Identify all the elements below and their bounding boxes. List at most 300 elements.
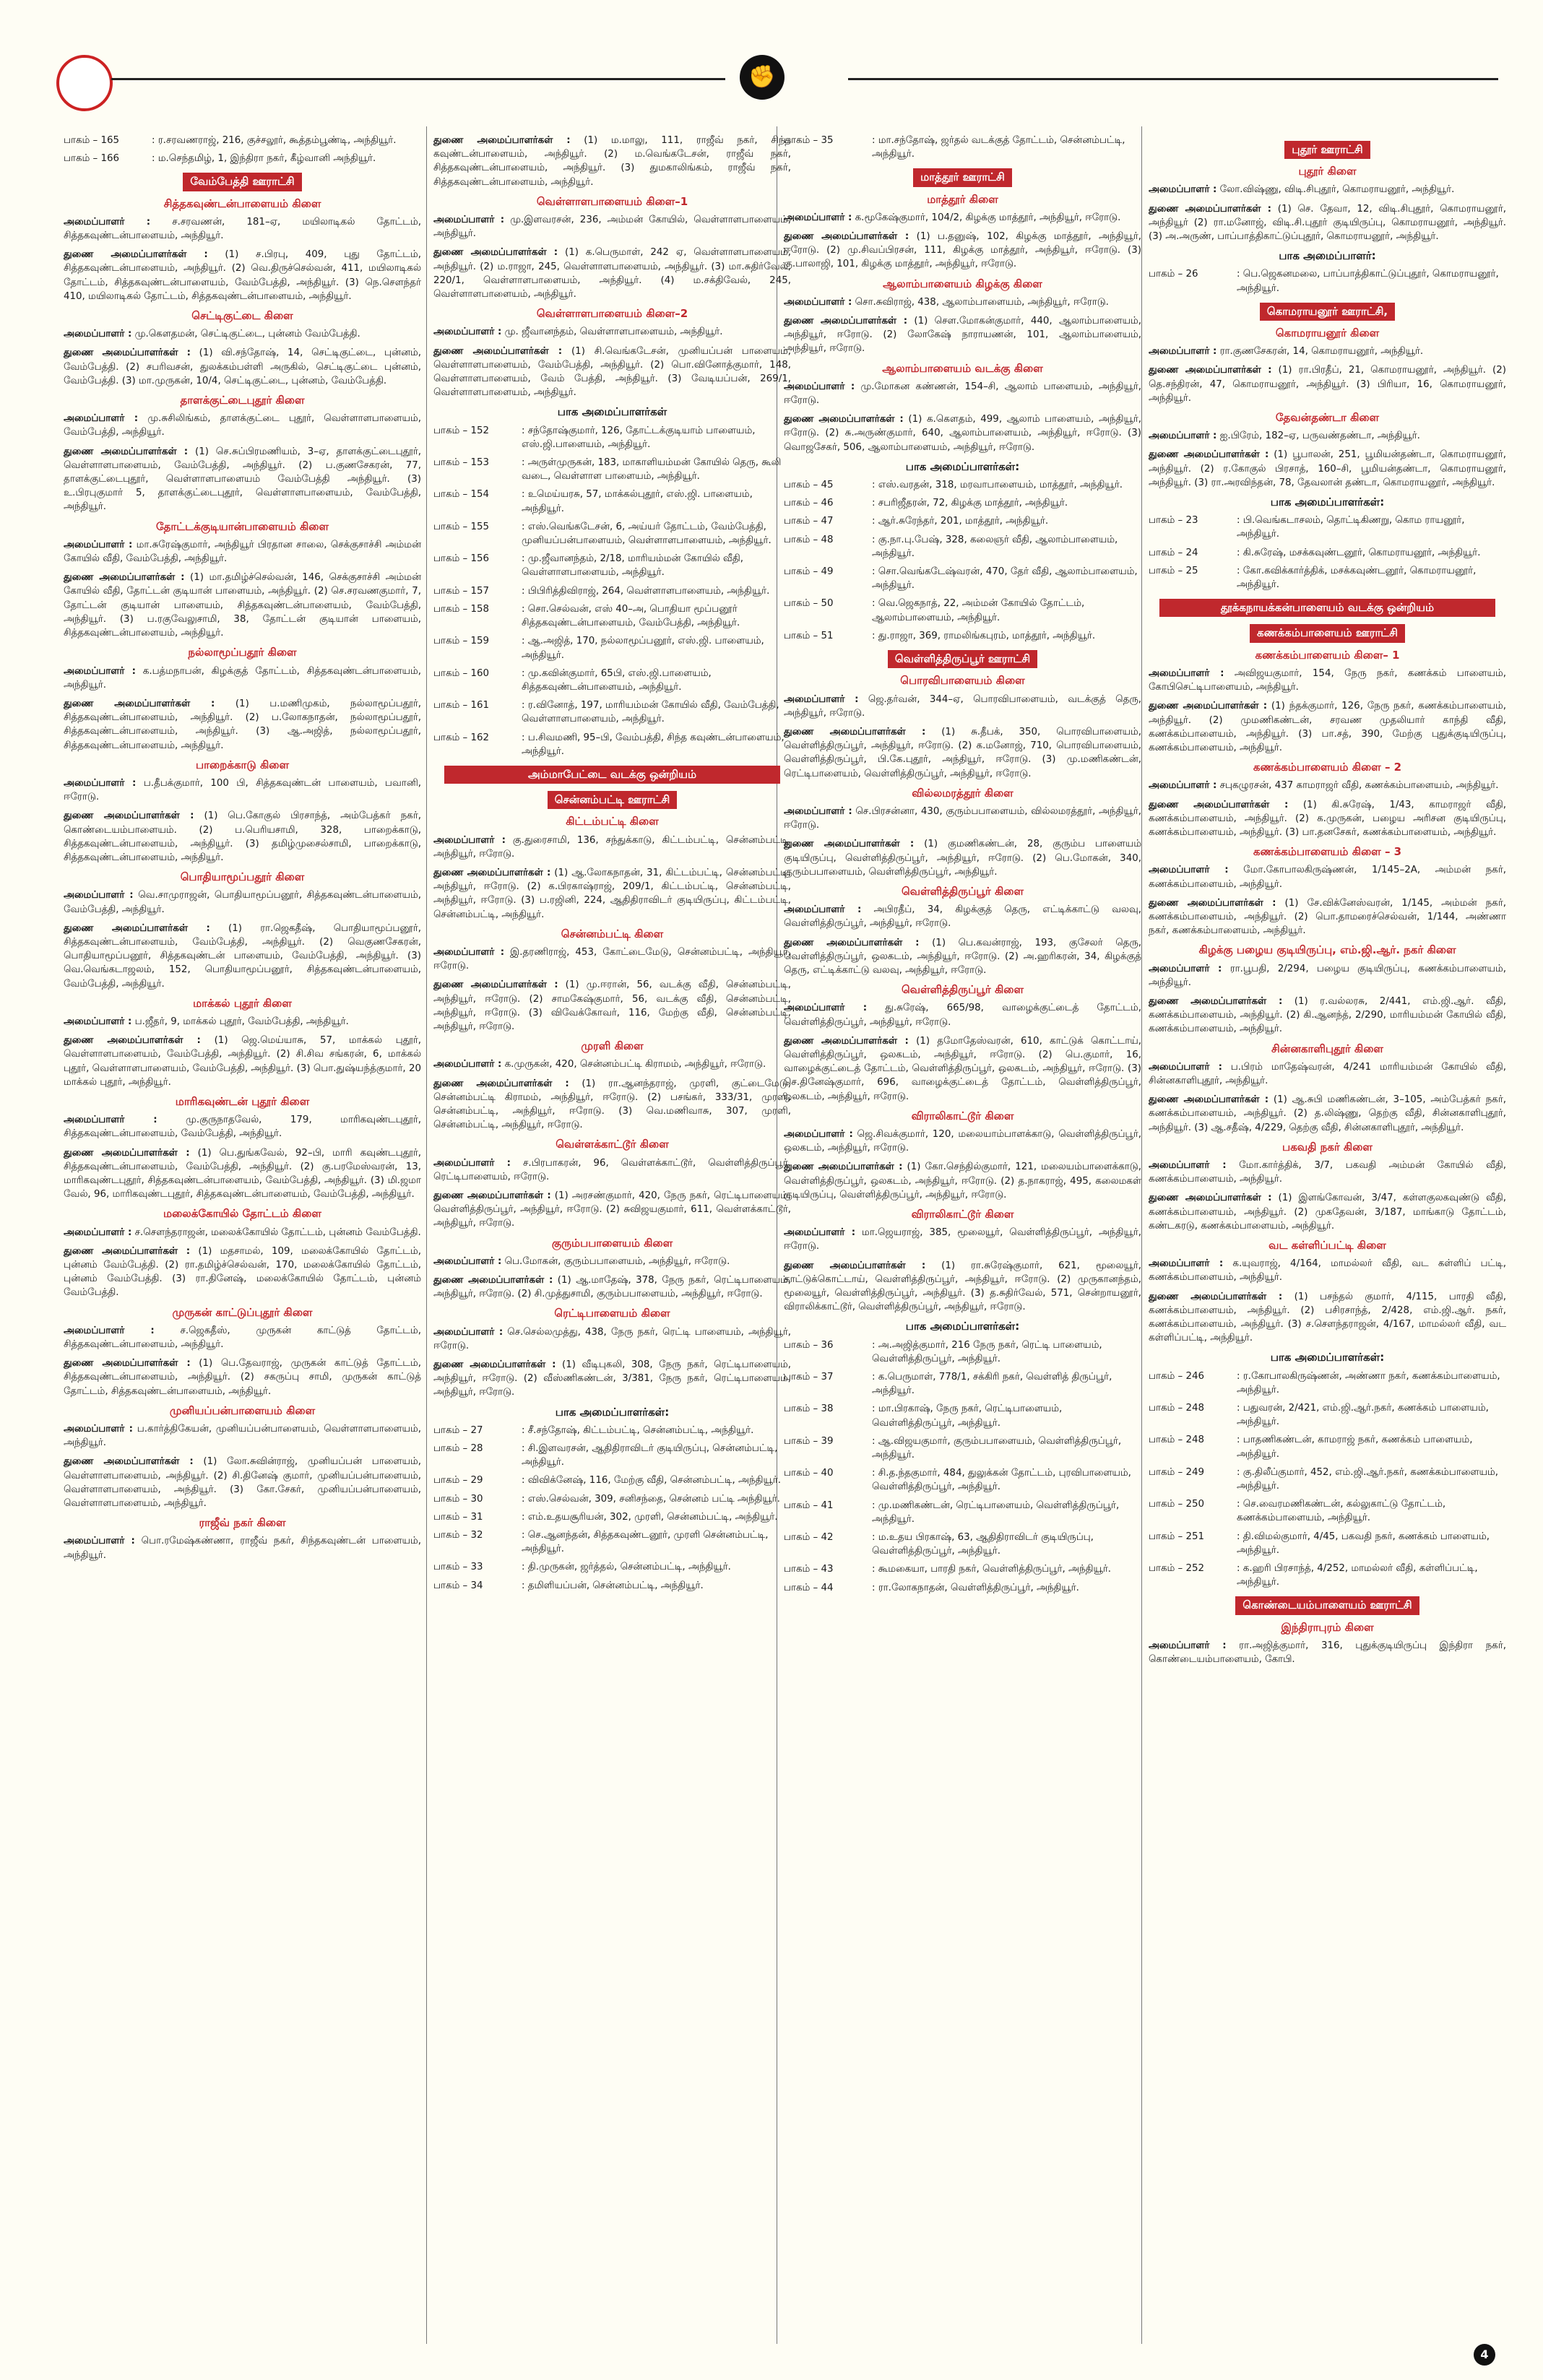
- booth-detail: : ஆ.அஜித், 170, நல்லாமூப்பனூர், எஸ்.ஜி. பாளையம், அந்தியூர்.: [522, 636, 764, 661]
- booth-detail: : செ.ஆனந்தன், சித்தகவுண்டனூர், முரளி சென்னம்பட்டி, அந்தியூர்.: [522, 1530, 769, 1555]
- booth-label: பாகம் – 37: [784, 1372, 834, 1383]
- role-label: அமைப்பாளர் :: [64, 665, 136, 677]
- member-detail: ச.சரவணன், 181–ஏ, மயிலாடிகல் தோட்டம், சித்தகவுண்டன்பாளையம், அந்தியூர்.: [64, 216, 421, 242]
- member-entry: [433, 1273, 791, 1301]
- branch-heading: சின்னகாளிபுதூர் கிளை: [1271, 1042, 1383, 1055]
- booth-detail: : வெ.ஜெகநாத், 22, அம்மன் கோயில் தோட்டம், ஆலாம்பாளையம், அந்தியூர்.: [872, 598, 1085, 623]
- member-entry: [64, 1113, 421, 1141]
- booth-entry: [1149, 514, 1506, 541]
- member-entry: [64, 1034, 421, 1089]
- role-label: துணை அமைப்பாளர்கள் :: [1149, 995, 1283, 1007]
- role-label: துணை அமைப்பாளர்கள் :: [784, 726, 926, 737]
- role-label: துணை அமைப்பாளர்கள் :: [784, 1035, 909, 1047]
- booth-detail: : தி.முருகன், ஜர்த்தல், சென்னம்பட்டி, அந்தியூர்.: [522, 1562, 731, 1573]
- branch-heading: தாளக்குட்டைபுதூர் கிளை: [180, 394, 305, 407]
- booth-detail: : ம.உதய பிரகாஷ், 63, ஆதிதிராவிடர் குடியிருப்பு, வெள்ளித்திருப்பூர், அந்தியூர்.: [872, 1532, 1094, 1557]
- branch-heading: முனியப்பன்பாளையம் கிளை: [169, 1403, 316, 1417]
- member-detail: (1) வீடிபுகலி, 308, நேரு நகர், ரெட்டிபாளையம், அந்தியூர், ஈரோடு. (2) வீஸ்ணிகண்டன், 3/381, நேரு நகர், ரெட்டிபாளையம், அந்தியூர், ஈரோடு.: [433, 1359, 791, 1398]
- role-label: அமைப்பாளர் :: [64, 890, 134, 901]
- member-entry: [784, 725, 1141, 781]
- role-label: அமைப்பாளர் :: [1149, 667, 1224, 679]
- member-entry: [433, 1057, 791, 1071]
- page-header: [46, 45, 1497, 117]
- booth-label: பாகம் – 248: [1149, 1435, 1205, 1446]
- role-label: துணை அமைப்பாளர்கள் :: [784, 937, 920, 948]
- member-entry: [784, 380, 1141, 407]
- booth-entry: [784, 134, 1141, 161]
- column-3: [784, 134, 1141, 2337]
- role-label: அமைப்பாளர் :: [64, 777, 137, 789]
- member-detail: (1) ர.வல்லரசு, 2/441, எம்.ஜி.ஆர். வீதி, கணக்கம்பாளையம், அந்தியூர். (2) கி.ஆனந்த், 2/290, மாரியம்மன் கோயில் வீதி, கணக்கம்பாளையம், அந்தியூர்.: [1149, 995, 1506, 1035]
- booth-entry: [784, 496, 1141, 510]
- branch-heading: நல்லாமூப்பதூர் கிளை: [188, 646, 297, 659]
- booth-entry: [433, 456, 791, 483]
- role-label: துணை அமைப்பாளர்கள் :: [64, 1358, 191, 1369]
- member-detail: சொ.சுவிராஜ், 438, ஆலாம்பாளையம், அந்தியூர், ஈரோடு.: [852, 296, 1109, 308]
- booth-entry: [784, 629, 1141, 643]
- booth-entry: [784, 1370, 1141, 1398]
- branch-heading: சித்தகவுண்டன்பாளையம் கிளை: [163, 196, 321, 210]
- member-detail: (1) சு.தீபக், 350, பொரவிபாளையம், வெள்ளித்திருப்பூர், அந்தியூர், ஈரோடு. (2) க.மனோஜ், 710, பொரவிபாளையம், வெள்ளித்திருப்பூர், பி.கே.புதூர், அந்தியூர், ஈரோடு. (3) மு.மணிகண்டன், ரெட்டிபாளையம், வெள்ளித்திருப்பூர், அந்தியூர், ஈரோடு.: [784, 726, 1141, 779]
- member-entry: [1149, 1060, 1506, 1088]
- booth-detail: : கு.நா.பு.பேஷ், 328, கலைஞர் வீதி, ஆலாம்பாளையம், அந்தியூர்.: [872, 534, 1118, 559]
- role-label: துணை அமைப்பாளர்கள் :: [64, 1147, 190, 1159]
- booth-detail: : சி.இளவரசன், ஆதிதிராவிடர் குடியிருப்பு, சென்னம்பட்டி, அந்தியூர்.: [522, 1443, 778, 1468]
- column-divider: [1141, 126, 1142, 2344]
- booth-label: பாகம் – 41: [784, 1500, 834, 1511]
- member-detail: ஜெ.சிவக்குமார், 120, மலையாம்பாளக்காடு, வெள்ளித்திருப்பூர், ஒலகடம், அந்தியூர், ஈரோடு.: [784, 1128, 1141, 1154]
- booth-label: பாகம் – 251: [1149, 1531, 1205, 1542]
- branch-heading: தேவன்தண்டா கிளை: [1275, 411, 1380, 425]
- booth-label: பாகம் – 155: [433, 521, 490, 532]
- member-entry: [64, 922, 421, 991]
- member-entry: [64, 1356, 421, 1398]
- booth-entry: [433, 1424, 791, 1437]
- role-label: அமைப்பாளர் :: [64, 1016, 132, 1027]
- role-label: துணை அமைப்பாளர்கள் :: [784, 1161, 903, 1173]
- member-entry: [64, 445, 421, 514]
- booth-entry: [784, 1531, 1141, 1558]
- member-detail: பொ.ரமேஷ்கண்ணா, ராஜீவ் நகர், சிந்தகவுண்டன் பாளையம், அந்தியூர்.: [64, 1536, 421, 1561]
- booth-detail: : ம.செந்தமிழ், 1, இந்திரா நகர், கீழ்வானி அந்தியூர்.: [152, 153, 376, 165]
- member-detail: (1) ஆ.மாதேஷ், 378, நேரு நகர், ரெட்டிபாளையம், அந்தியூர், ஈரோடு. (2) சி.முத்துசாமி, குரும்பபாளையம், அந்தியூர், ஈரோடு.: [433, 1275, 791, 1300]
- booth-detail: : கி.சுரேஷ், மசக்கவுண்டனூர், கொமராயனூர், அந்தியூர்.: [1237, 547, 1481, 558]
- role-label: அமைப்பாளர் :: [64, 1226, 132, 1238]
- branch-heading: ஆலாம்பாளையம் வடக்கு கிளை: [882, 361, 1043, 375]
- booth-detail: : ஆர்.சுரேந்தர், 201, மாத்தூர், அந்தியூர்.: [872, 516, 1049, 527]
- booth-label: பாகம் – 160: [433, 667, 490, 679]
- booth-detail: : கூமகையா, பாரதி நகர், வெள்ளித்திருப்பூர், அந்தியூர்.: [872, 1564, 1111, 1575]
- booth-detail: : விவிக்னேஷ், 116, மேற்கு வீதி, சென்னம்பட்டி, அந்தியூர்.: [522, 1475, 781, 1487]
- role-label: அமைப்பாளர் :: [784, 904, 862, 916]
- booth-label: பாகம் – 162: [433, 732, 490, 743]
- booth-detail: : எஸ்.செல்வன், 309, சனிசந்தை, சென்னம் பட்டி அந்தியூர்.: [522, 1493, 780, 1505]
- section-banner: புதூர் ஊராட்சி: [1284, 141, 1370, 159]
- branch-heading: கணக்கம்பாளையம் கிளை– 1: [1255, 648, 1400, 662]
- member-entry: [784, 1128, 1141, 1155]
- member-detail: இ.தரணிராஜ், 453, கோட்டைமேடு, சென்னம்பட்டி, அந்தியூர், ஈரோடு.: [433, 946, 791, 972]
- member-entry: [64, 1015, 421, 1029]
- member-detail: சபுகழுரசன், 437 காமராஜர் வீதி, கணக்கம்பாளையம், அந்தியூர்.: [1216, 780, 1499, 792]
- member-entry: [784, 1001, 1141, 1029]
- booth-entry: [433, 1560, 791, 1574]
- booth-entry: [784, 478, 1141, 492]
- member-entry: [433, 345, 791, 400]
- subsection-heading: பாக அமைப்பாளர்:: [1279, 249, 1376, 263]
- booth-label: பாகம் – 25: [1149, 565, 1198, 576]
- booth-detail: : எஸ்.வெங்கடேசன், 6, அய்யர் தோட்டம், வேம்பேத்தி, முனியப்பன்பாளையம், வெள்ளாளபாளையம், அந்தியூர்.: [522, 521, 772, 547]
- booth-label: பாகம் – 43: [784, 1564, 834, 1575]
- booth-label: பாகம் – 33: [433, 1562, 483, 1573]
- booth-detail: : ஆ.விஜயகுமார், குரும்பபாளையம், வெள்ளித்திருப்பூர், அந்தியூர்.: [872, 1435, 1122, 1461]
- member-detail: (1) க.பெருமாள், 242 ஏ, வெள்ளாளபாளையம், அந்தியூர். (2) ம.ராஜா, 245, வெள்ளாளபாளையம், அந்தியூர். (3) மா.சுதிர்வேல், 220/1, வெள்ளாளபாளையம், அந்தியூர். (4) ம.சக்திவேல், 245, வெள்ளாளபாளையம், அந்தியூர்.: [433, 247, 791, 300]
- booth-detail: : மு.கவின்குமார், 65பி, எஸ்.ஜி.பாளையம், சித்தகவுண்டன்பாளையம், அந்தியூர்.: [522, 667, 712, 693]
- booth-detail: : மா.பிரகாஷ், நேரு நகர், ரெட்டிபாளையம், வெள்ளித்திருப்பூர், அந்தியூர்.: [872, 1403, 1063, 1429]
- booth-entry: [433, 1579, 791, 1593]
- booth-label: பாகம் – 248: [1149, 1403, 1205, 1414]
- member-detail: (1) ப.மணிமுகம், நல்லாமூப்பதூர், சித்தகவுண்டன்பாளையம், அந்தியூர். (2) ப.லோகநாதன், நல்லாமூப்பதூர், சித்தகவுண்டன்பாளையம், அந்தியூர். (3) ஆ.அஜித், நல்லாமூப்பதூர், சித்தகவுண்டன்பாளையம், அந்தியூர்.: [64, 698, 421, 751]
- member-entry: [433, 945, 791, 973]
- booth-entry: [1149, 1497, 1506, 1525]
- member-entry: [433, 134, 791, 189]
- header-rule-right: [848, 78, 1498, 80]
- role-label: அமைப்பாளர் :: [433, 215, 505, 226]
- member-entry: [784, 295, 1141, 309]
- booth-entry: [784, 565, 1141, 592]
- member-detail: க.மூகேஷ்குமார், 104/2, கிழக்கு மாத்தூர், அந்தியூர், ஈரோடு.: [852, 212, 1121, 223]
- member-detail: (1) அரசண்குமார், 420, நேரு நகர், ரெட்டிபாளையம், வெள்ளித்திருப்பூர், அந்தியூர், ஈரோடு. (2) சுவிஜயகுமார், 611, வெள்ளக்காட்டூர், அந்தியூர், ஈரோடு.: [433, 1190, 791, 1229]
- booth-entry: [64, 152, 421, 165]
- branch-heading: மாரிகவுண்டன் புதூர் கிளை: [175, 1094, 310, 1108]
- booth-entry: [433, 698, 791, 726]
- member-detail: (1) பசந்தல் குமார், 4/115, பாரதி வீதி, கணக்கம்பாளையம், அந்தியூர். (2) பசிரசாந்த், 2/428, எம்.ஜி.ஆர். நகர், கணக்கம்பாளையம், அந்தியூர். (3) ச.சௌந்தராஜன், 4/167, மாமல்லர் வீதி, வட கள்ளிப்பட்டி, அந்தியூர்.: [1149, 1291, 1506, 1344]
- member-detail: (1) கி.சுரேஷ், 1/43, காமராஜர் வீதி, கணக்கம்பாளையம், அந்தியூர். (2) க.முருகன், பழைய அரிசன குடியிருப்பு, கணக்கம்பாளையம், அந்தியூர். (3) பா.தனசேகர், கணக்கம்பாளையம், அந்தியூர்.: [1149, 799, 1506, 838]
- role-label: துணை அமைப்பாளர்கள் :: [433, 979, 558, 991]
- role-label: அமைப்பாளர் :: [433, 1059, 502, 1070]
- booth-detail: : தி.விமல்குமார், 4/45, பகவதி நகர், கணக்கம் பாளையம், அந்தியூர்.: [1237, 1531, 1490, 1556]
- booth-entry: [433, 520, 791, 548]
- booth-detail: : சொ.வெங்கடேஷ்வரன், 470, தேர் வீதி, ஆலாம்பாளையம், அந்தியூர்.: [872, 566, 1138, 592]
- role-label: அமைப்பாளர் :: [1149, 1159, 1227, 1171]
- booth-label: பாகம் – 38: [784, 1403, 834, 1415]
- booth-detail: : பதுவரன், 2/421, எம்.ஜி.ஆர்.நகர், கணக்கம் பாளையம், அந்தியூர்.: [1237, 1403, 1489, 1428]
- booth-label: பாகம் – 152: [433, 425, 490, 436]
- booth-detail: : க.பெருமாள், 778/1, சக்கிரி நகர், வெள்ளித் திருப்பூர், அந்தியூர்.: [872, 1372, 1112, 1397]
- booth-entry: [784, 1338, 1141, 1366]
- booth-detail: : து.ராஜா, 369, ராமலிங்கபுரம், மாத்தூர், அந்தியூர்.: [872, 630, 1096, 641]
- branch-heading: கணக்கம்பாளையம் கிளை – 3: [1253, 845, 1402, 859]
- member-detail: (1) கோ.செந்தில்குமார், 121, மலையம்பாளைக்காடு, வெள்ளித்திருப்பூர், ஒலகடம், அந்தியூர், ஈரோடு. (2) த.நாகராஜ், 495, கலைமகள் குடியிருப்பு, வெள்ளித்திருப்பூர், அந்தியூர், ஈரோடு.: [784, 1161, 1141, 1200]
- branch-heading: கணக்கம்பாளையம் கிளை – 2: [1253, 761, 1402, 774]
- booth-label: பாகம் – 45: [784, 480, 834, 491]
- booth-detail: : சொ.செல்வன், எஸ் 40–அ, பொதியா மூப்பனூர் சித்தகவுண்டன்பாளையம், வேம்பேத்தி, அந்தியூர்.: [522, 603, 740, 629]
- booth-label: பாகம் – 27: [433, 1424, 483, 1436]
- member-entry: [64, 888, 421, 916]
- booth-detail: : க.ஹரி பிரசாந்த், 4/252, மாமல்லர் வீதி, கள்ளிப்பட்டி, அந்தியூர்.: [1237, 1563, 1478, 1588]
- member-detail: ப.பிரம் மாதேஷ்வரன், 4/241 மாரியம்மன் கோயில் வீதி, சின்னகாளிபுதூர், அந்தியூர்.: [1149, 1061, 1506, 1086]
- role-label: அமைப்பாளர் :: [1149, 1258, 1224, 1270]
- branch-heading: கிட்டம்பட்டி கிளை: [566, 815, 659, 828]
- member-detail: மு.சுசிலிங்கம், தாளக்குட்டை புதூர், வெள்ளாளபாளையம், வேம்பேத்தி, அந்தியூர்.: [64, 413, 421, 438]
- booth-detail: : பெ.ஜெகனமலை, பாப்பாத்திகாட்டுப்புதூர், கொமராயனூர், அந்தியூர்.: [1237, 269, 1499, 294]
- booth-detail: : எம்.உதயசூரியன், 302, முரளி, சென்னம்பட்டி, அந்தியூர்.: [522, 1511, 778, 1523]
- member-detail: வெ.சாமுராஜன், பொதியாமூப்பனூர், சித்தகவுண்டன்பாளையம், வேம்பேத்தி, அந்தியூர்.: [64, 890, 421, 915]
- column-divider: [426, 126, 427, 2344]
- subsection-heading: பாக அமைப்பாளர்கள்:: [1270, 1351, 1385, 1364]
- booth-label: பாகம் – 158: [433, 603, 490, 615]
- member-detail: ஜெ.தர்வன், 344–ஏ, பொரவிபாளையம், வடக்குத் தெரு, அந்தியூர், ஈரோடு.: [784, 693, 1141, 719]
- member-detail: ப.தீபக்குமார், 100 பி, சித்தகவுண்டன் பாளையம், பவானி, ஈரோடு.: [64, 777, 421, 803]
- booth-entry: [1149, 1466, 1506, 1493]
- role-label: அமைப்பாளர் :: [784, 693, 859, 705]
- booth-entry: [1149, 546, 1506, 560]
- subsection-heading: பாக அமைப்பாளர்கள்: [557, 405, 667, 419]
- member-entry: [784, 1259, 1141, 1315]
- member-entry: [433, 1255, 791, 1268]
- booth-detail: : அ.அஜித்குமார், 216 நேரு நகர், ரெட்டி பாளையம், வெள்ளித்திருப்பூர், அந்தியூர்.: [872, 1339, 1102, 1364]
- role-label: துணை அமைப்பாளர்கள் :: [1149, 1193, 1272, 1204]
- role-label: அமைப்பாளர் :: [64, 1536, 135, 1547]
- booth-entry: [433, 731, 791, 758]
- booth-label: பாகம் – 48: [784, 534, 834, 545]
- party-logo-icon: ✊: [740, 55, 785, 100]
- role-label: துணை அமைப்பாளர்கள் :: [784, 316, 908, 327]
- member-detail: (1) சி.வெங்கடேசன், முனியப்பன் பாளையம், வெள்ளாளபாளையம், வேம்பேத்தி, அந்தியூர். (2) பொ.வினோத்குமார், 148, வெள்ளாளபாளையம், வேம் பேத்தி, அந்தியூர். (3) வேடியப்பன், 269/1, வெள்ளாளபாளையம், அந்தியூர்.: [433, 345, 791, 399]
- role-label: அமைப்பாளர் :: [1149, 780, 1217, 792]
- booth-detail: : எஸ்.வரதன், 318, மரவாபாளையம், மாத்தூர், அந்தியூர்.: [872, 480, 1123, 491]
- member-entry: [784, 693, 1141, 720]
- role-label: அமைப்பாளர் :: [1149, 184, 1217, 196]
- column-1: [64, 134, 421, 2337]
- booth-label: பாகம் – 156: [433, 553, 490, 565]
- member-entry: [1149, 1159, 1506, 1186]
- branch-heading: ராஜீவ் நகர் கிளை: [199, 1516, 286, 1530]
- branch-heading: முரளி கிளை: [581, 1039, 644, 1053]
- member-detail: (1) சௌ.மோகன்குமார், 440, ஆலாம்பாளையம், அந்தியூர், ஈரோடு. (2) லோகேஷ் நாராயணன், 101, ஆலாம்பாளையம், அந்தியூர், ஈரோடு.: [784, 316, 1141, 355]
- role-label: அமைப்பாளர் :: [1149, 963, 1222, 974]
- member-detail: க.யுவராஜ், 4/164, மாமல்லர் வீதி, வட கள்ளிப் பட்டி, கணக்கம்பாளையம், அந்தியூர்.: [1149, 1258, 1506, 1284]
- role-label: அமைப்பாளர் :: [784, 296, 852, 308]
- member-entry: [1149, 363, 1506, 405]
- branch-heading: ஆலாம்பாளையம் கிழக்கு கிளை: [883, 277, 1042, 290]
- member-entry: [64, 215, 421, 243]
- branch-heading: தோட்டக்குடியான்பாளையம் கிளை: [155, 519, 329, 533]
- booth-label: பாகம் – 31: [433, 1511, 483, 1523]
- member-detail: மு.கௌதமன், செட்டிகுட்டை, புன்னம் வேம்பேத்தி.: [131, 329, 360, 340]
- member-detail: மோ.கார்த்திக், 3/7, பகவதி அம்மன் கோயில் வீதி, கணக்கம்பாளையம், அந்தியூர்.: [1149, 1159, 1506, 1185]
- booth-label: பாகம் – 49: [784, 566, 834, 578]
- member-detail: ரா.அஜித்குமார், 316, புதுக்குடியிருப்பு இந்திரா நகர், கொண்டையம்பாளையம், கோபி.: [1149, 1640, 1506, 1666]
- member-detail: ப.ஜீதர், 9, மாக்கல் புதூர், வேம்பேத்தி, அந்தியூர்.: [131, 1016, 349, 1027]
- member-detail: ச.ஜெகதீஸ், முருகன் காட்டுத் தோட்டம், சித்தகவுண்டன்பாளையம், அந்தியூர்.: [64, 1325, 421, 1351]
- booth-label: பாகம் – 26: [1149, 269, 1198, 280]
- member-entry: [1149, 429, 1506, 443]
- member-entry: [64, 1324, 421, 1351]
- section-banner: அம்மாபேட்டை வடக்கு ஒன்றியம்: [444, 766, 781, 784]
- booth-detail: : தமிளியப்பன், சென்னம்பட்டி, அந்தியூர்.: [522, 1580, 704, 1591]
- member-detail: செ.பிரசன்னா, 430, குரும்பபாளையம், வில்லமரத்தூர், அந்தியூர், ஈரோடு.: [784, 805, 1141, 831]
- branch-heading: இந்திராபுரம் கிளை: [1281, 1620, 1374, 1634]
- member-detail: மு.மோகன கண்ணன், 154–சி, ஆலாம் பாளையம், அந்தியூர், ஈரோடு.: [784, 381, 1141, 407]
- role-label: துணை அமைப்பாளர்கள் :: [1149, 449, 1269, 461]
- member-entry: [1149, 667, 1506, 694]
- role-label: அமைப்பாளர் :: [1149, 865, 1229, 876]
- role-label: துணை அமைப்பாளர்கள் :: [433, 1190, 551, 1201]
- role-label: துணை அமைப்பாளர்கள் :: [433, 345, 563, 357]
- booth-detail: : மா.சந்தோஷ், ஜர்தல் வடக்குத் தோட்டம், சென்னம்பட்டி, அந்தியூர்.: [872, 135, 1125, 160]
- booth-entry: [784, 1562, 1141, 1576]
- member-detail: (1) குமணிகண்டன், 28, குரும்ப பாளையம் குடியிருப்பு, வெள்ளித்திருப்பூர், அந்தியூர், ஈரோடு. (2) பெ.மோகன், 340, குரும்பபாளையம், வெள்ளித்திருப்பூர், அந்தியூர்.: [784, 839, 1141, 878]
- booth-detail: : ர.சரவணராஜ், 216, குச்சலூர், கூத்தம்பூண்டி, அந்தியூர்.: [152, 135, 397, 146]
- member-entry: [1149, 1290, 1506, 1346]
- booth-detail: : ர.வினோத், 197, மாரியம்மன் கோயில் வீதி, வேம்பேத்தி, வெள்ளாளபாளையம், அந்தியூர்.: [522, 700, 779, 725]
- booth-label: பாகம் – 249: [1149, 1466, 1205, 1478]
- booth-entry: [784, 1402, 1141, 1429]
- member-detail: மு.குருநாதவேல், 179, மாரிகவுண்டபுதூர், சித்தகவுண்டன்பாளையம், வேம்பேத்தி, அந்தியூர்.: [64, 1115, 421, 1140]
- booth-detail: : ப.சிவமணி, 95–பி, வேம்பத்தி, சிந்த கவுண்டன்பாளையம், அந்தியூர்.: [522, 732, 785, 757]
- role-label: அமைப்பாளர் :: [1149, 1640, 1227, 1651]
- role-label: அமைப்பாளர் :: [64, 329, 132, 340]
- member-detail: ரா.பூபதி, 2/294, பழைய குடியிருப்பு, கணக்கம்பாளையம், அந்தியூர்.: [1149, 963, 1506, 988]
- member-detail: க.பத்மநாபன், கிழக்குத் தோட்டம், சித்தகவுண்டன்பாளையம், அந்தியூர்.: [64, 665, 421, 691]
- booth-entry: [433, 1492, 791, 1506]
- member-entry: [64, 1534, 421, 1562]
- booth-entry: [433, 634, 791, 662]
- member-entry: [433, 325, 791, 339]
- member-entry: [433, 978, 791, 1034]
- section-banner: கொண்டையம்பாளையம் ஊராட்சி: [1235, 1596, 1419, 1614]
- member-entry: [64, 248, 421, 303]
- role-label: துணை அமைப்பாளர்கள் :: [64, 810, 194, 822]
- booth-label: பாகம் – 154: [433, 489, 490, 501]
- booth-entry: [784, 1435, 1141, 1462]
- booth-entry: [1149, 564, 1506, 592]
- role-label: துணை அமைப்பாளர்கள் :: [433, 867, 551, 878]
- member-entry: [64, 776, 421, 804]
- section-banner: தூக்கநாயக்கன்பாளையம் வடக்கு ஒன்றியம்: [1159, 599, 1496, 617]
- booth-detail: : செ.வைரமணிகண்டன், கல்லுகாட்டு தோட்டம், கணக்கம்பாளையம், அந்தியூர்.: [1237, 1499, 1446, 1524]
- role-label: அமைப்பாளர் :: [64, 1424, 133, 1435]
- branch-heading: விராலிகாட்டூர் கிளை: [911, 1109, 1014, 1122]
- column-2: [433, 134, 791, 2337]
- member-entry: [1149, 202, 1506, 244]
- member-detail: (1) ஜெ.மெய்யாசு, 57, மாக்கல் புதூர், வெள்ளாளபாளையம், வேம்பேத்தி, அந்தியூர். (2) சி.சிவ சங்கரன், 6, மாக்கல் புதூர், வெள்ளாளபாளையம், வேம்பேத்தி, அந்தியூர். (3) பொ.துஷ்யந்த்குமார், 20 மாக்கல் புதூர், அந்தியூர்.: [64, 1035, 421, 1088]
- member-detail: (1) இளங்கோவன், 3/47, கள்ளகுலகவுண்டு வீதி, கணக்கம்பாளையம், அந்தியூர். (2) முகதேவன், 3/187, மாங்காடு தோட்டம், கண்டகரடு, கணக்கம்பாளையம், அந்தியூர்.: [1149, 1193, 1506, 1232]
- booth-entry: [1149, 1530, 1506, 1557]
- member-entry: [1149, 896, 1506, 938]
- member-entry: [784, 837, 1141, 879]
- member-detail: (1) தமோதேஸ்வரன், 610, காட்டுக் கொட்டாய், வெள்ளித்திருப்பூர், ஒலகடம், அந்தியூர், ஈரோடு. (2) பெ.குமார், 16, வாழைக்குட்டைத் தோட்டம், வெள்ளித்திருப்பூர், ஒலகடம், அந்தியூர், ஈரோடு. (3) செ.தினேஷ்குமார், 696, வாழைக்குட்டைத் தோட்டம், வெள்ளித்திருப்பூர், ஒலகடம், அந்தியூர், ஈரோடு.: [784, 1035, 1141, 1102]
- booth-entry: [784, 514, 1141, 528]
- member-detail: ரா.குணசேகரன், 14, கொமராயனூர், அந்தியூர்.: [1216, 346, 1424, 358]
- booth-entry: [784, 1499, 1141, 1526]
- role-label: துணை அமைப்பாளர்கள் :: [64, 446, 189, 457]
- role-label: துணை அமைப்பாளர்கள் :: [784, 1260, 926, 1271]
- member-detail: (1) ஆ.சுபி மணிகண்டன், 3–105, அம்பேத்கர் நகர், கணக்கம்பாளையம், அந்தியூர். (2) த.லிஷ்ணு, தெற்கு வீதி, சின்னகாளிபுதூர், அந்தியூர். (3) ஆ.சதீஷ், 4/229, தெற்கு வீதி, சின்னகாளிபுதூர், அந்தியூர்.: [1149, 1094, 1506, 1133]
- member-entry: [1149, 1639, 1506, 1666]
- section-banner: மாத்தூர் ஊராட்சி: [913, 168, 1012, 186]
- role-label: அமைப்பாளர் :: [433, 1326, 503, 1338]
- branch-heading: புதூர் கிளை: [1298, 165, 1357, 178]
- booth-detail: : பாதணிகண்டன், காமராஜ் நகர், கணக்கம் பாளையம், அந்தியூர்.: [1237, 1435, 1473, 1460]
- booth-label: பாகம் – 165: [64, 135, 120, 146]
- column-4: [1149, 134, 1506, 2337]
- role-label: துணை அமைப்பாளர்கள் :: [1149, 701, 1268, 712]
- booth-label: பாகம் – 39: [784, 1435, 834, 1447]
- role-label: துணை அமைப்பாளர்கள் :: [1149, 1291, 1283, 1302]
- member-entry: [64, 327, 421, 341]
- subsection-heading: பாக அமைப்பாளர்கள்:: [905, 1320, 1020, 1333]
- member-detail: (1) ரா.ஆனந்தராஜ், முரளி, குட்டைமேடு, சென்னம்பட்டி கிராமம், அந்தியூர், ஈரோடு. (2) பசங்கர், 333/31, முரளி, சென்னம்பட்டி, அந்தியூர், ஈரோடு. (3) வெ.மணிவாசு, 307, முரளி, சென்னம்பட்டி, அந்தியூர், ஈரோடு.: [433, 1078, 791, 1131]
- member-entry: [1149, 995, 1506, 1037]
- booth-label: பாகம் – 50: [784, 598, 834, 610]
- member-detail: ச.பிரபாகரன், 96, வெள்ளக்காட்டூர், வெள்ளித்திருப்பூர், ரெட்டிபாளையம், ஈரோடு.: [433, 1157, 791, 1182]
- branch-heading: மாத்தூர் கிளை: [927, 192, 998, 206]
- role-label: துணை அமைப்பாளர்கள் :: [64, 1245, 191, 1257]
- member-detail: (1) ம.மாலு, 111, ராஜீவ் நகர், சிந்த கவுண்டன்பாளையம், அந்தியூர். (2) ம.வெங்கடேசன், ராஜீவ் நகர், சித்தகவுண்டன்பாளையம், அந்தியூர். (3) துமகாலிங்கம், ராஜீவ் நகர், சித்தகவுண்டன்பாளையம், அந்தியூர்.: [433, 135, 791, 188]
- booth-label: பாகம் – 42: [784, 1532, 834, 1544]
- role-label: அமைப்பாளர் :: [64, 1325, 155, 1336]
- member-detail: க.முருகன், 420, சென்னம்பட்டி கிராமம், அந்தியூர், ஈரோடு.: [501, 1059, 766, 1070]
- member-detail: (1) லோ.சுவின்ராஜ், முனியப்பன் பாளையம், வெள்ளாளபாளையம், அந்தியூர். (2) சி.தினேஷ் குமார், முனியப்பன்பாளையம், வெள்ளாளபாளையம், அந்தியூர். (3) கோ.சேகர், முனியப்பன்பாளையம், வெள்ளாளபாளையம், அந்தியூர்.: [64, 1456, 421, 1510]
- member-detail: ச.சௌந்தராஜன், மலைக்கோயில் தோட்டம், புன்னம் வேம்பேத்தி.: [131, 1226, 421, 1238]
- booth-label: பாகம் – 153: [433, 457, 490, 469]
- role-label: துணை அமைப்பாளர்கள் :: [64, 698, 215, 709]
- member-detail: (1) வி.சந்தோஷ், 14, செட்டிகுட்டை, புன்னம், வேம்பேத்தி. (2) சபரிவசன், துலக்கம்பள்ளி அருகில், செட்டிகுட்டை புன்னம், வேம்பேத்தி. (3) மா.முருகன், 10/4, செட்டிகுட்டை, புன்னம், வேம்பேத்தி.: [64, 347, 421, 386]
- booth-entry: [1149, 1401, 1506, 1429]
- member-entry: [784, 936, 1141, 978]
- member-detail: (1) மா.தமிழ்ச்செல்வன், 146, செக்குசாச்சி அம்மன் கோயில் வீதி, தோட்டன் குடியான் பாளையம், அந்தியூர். (2) செ.சரவணகுமார், 7, தோட்டன் குடியான் பாளையம், சித்தகவுண்டன்பாளையம், வேம்பேத்தி, அந்தியூர். (3) ப.ரகுவேலுசாமி, 38, தோட்டன் குடியான் பாளையம், சித்தகவுண்டன்பாளையம், அந்தியூர்.: [64, 572, 421, 639]
- member-detail: (1) பெ.தேவராஜ், முருகன் காட்டுத் தோட்டம், சித்தகவுண்டன்பாளையம், அந்தியூர். (2) சகருப்பு சாமி, முருகன் காட்டுத் தோட்டம், சித்தகவுண்டன்பாளையம், அந்தியூர்.: [64, 1358, 421, 1397]
- section-banner: கொமராயனூர் ஊராட்சி,: [1260, 303, 1395, 321]
- branch-heading: வெள்ளாளபாளையம் கிளை–1: [536, 194, 688, 208]
- booth-label: பாகம் – 28: [433, 1443, 483, 1455]
- member-entry: [433, 1325, 791, 1353]
- member-detail: (1) மதசாமல், 109, மலைக்கோயில் தோட்டம், புன்னம் வேம்பேத்தி. (2) ரா.தமிழ்ச்செல்வன், 170, மலைக்கோயில் தோட்டம், புன்னம் வேம்பேத்தி. (3) ரா.தினேஷ், மலைக்கோயில் தோட்டம், புன்னம் வேம்பேத்தி.: [64, 1245, 421, 1299]
- booth-entry: [433, 602, 791, 630]
- booth-entry: [1149, 267, 1506, 295]
- role-label: அமைப்பாளர் :: [784, 805, 852, 817]
- member-entry: [1149, 448, 1506, 490]
- section-banner: வேம்பேத்தி ஊராட்சி: [183, 173, 301, 191]
- member-detail: (1) ரா.சுரேஷ்குமார், 621, மூலையூர், காட்டுக்கொட்டாய், வெள்ளித்திருப்பூர், அந்தியூர், ஈரோடு. (2) முருகானந்தம், மூலையூர், வெள்ளித்திருப்பூர், அந்தியூர். (3) த.சுதிர்வேல், 571, சென்றாயனூர், விராலிக்காட்டூர், வெள்ளித்திருப்பூர், அந்தியூர், ஈரோடு.: [784, 1260, 1141, 1313]
- branch-heading: குரும்பபாளையம் கிளை: [551, 1236, 673, 1250]
- branch-heading: பகவதி நகர் கிளை: [1282, 1140, 1373, 1154]
- member-entry: [64, 1245, 421, 1300]
- member-detail: (1) ரா.ஜெகதீஷ், பொதியாமூப்பனூர், சித்தகவுண்டன்பாளையம், வேம்பேத்தி, அந்தியூர். (2) வெகுணசேகரன், பொதியாமூப்பனூர், சித்தகவுண்டன் பாளையம், வேம்பேத்தி, அந்தியூர். (3) வெ.வெங்கடாஜலம், 152, பொதியாமூப்பனூர், சித்தகவுண்டன்பாளையம், வேம்பேத்தி, அந்தியூர்.: [64, 922, 421, 990]
- booth-label: பாகம் – 32: [433, 1530, 483, 1541]
- member-entry: [64, 697, 421, 753]
- booth-detail: : சபரிஜீதரன், 72, கிழக்கு மாத்தூர், அந்தியூர்.: [872, 498, 1068, 509]
- role-label: துணை அமைப்பாளர்கள் :: [64, 347, 191, 359]
- member-entry: [784, 412, 1141, 454]
- role-label: அமைப்பாளர் :: [784, 1128, 853, 1140]
- booth-detail: : ரா.லோகநாதன், வெள்ளித்திருப்பூர், அந்தியூர்.: [872, 1582, 1079, 1593]
- booth-label: பாகம் – 24: [1149, 547, 1198, 558]
- member-detail: செ.செல்லமுத்து, 438, நேரு நகர், ரெட்டி பாளையம், அந்தியூர், ஈரோடு.: [433, 1326, 791, 1351]
- booth-label: பாகம் – 40: [784, 1468, 834, 1479]
- member-entry: [433, 1189, 791, 1231]
- booth-entry: [433, 552, 791, 579]
- member-detail: பெ.மோகன், குரும்பபாளையம், அந்தியூர், ஈரோடு.: [501, 1255, 730, 1267]
- member-entry: [64, 571, 421, 640]
- member-entry: [433, 1156, 791, 1184]
- role-label: அமைப்பாளர் :: [64, 539, 133, 550]
- booth-entry: [784, 597, 1141, 624]
- role-label: அமைப்பாளர் :: [1149, 1061, 1222, 1073]
- branch-heading: கிழக்கு பழைய குடியிருப்பு, எம்.ஜி.ஆர். நகர் கிளை: [1198, 943, 1456, 957]
- member-entry: [64, 1422, 421, 1450]
